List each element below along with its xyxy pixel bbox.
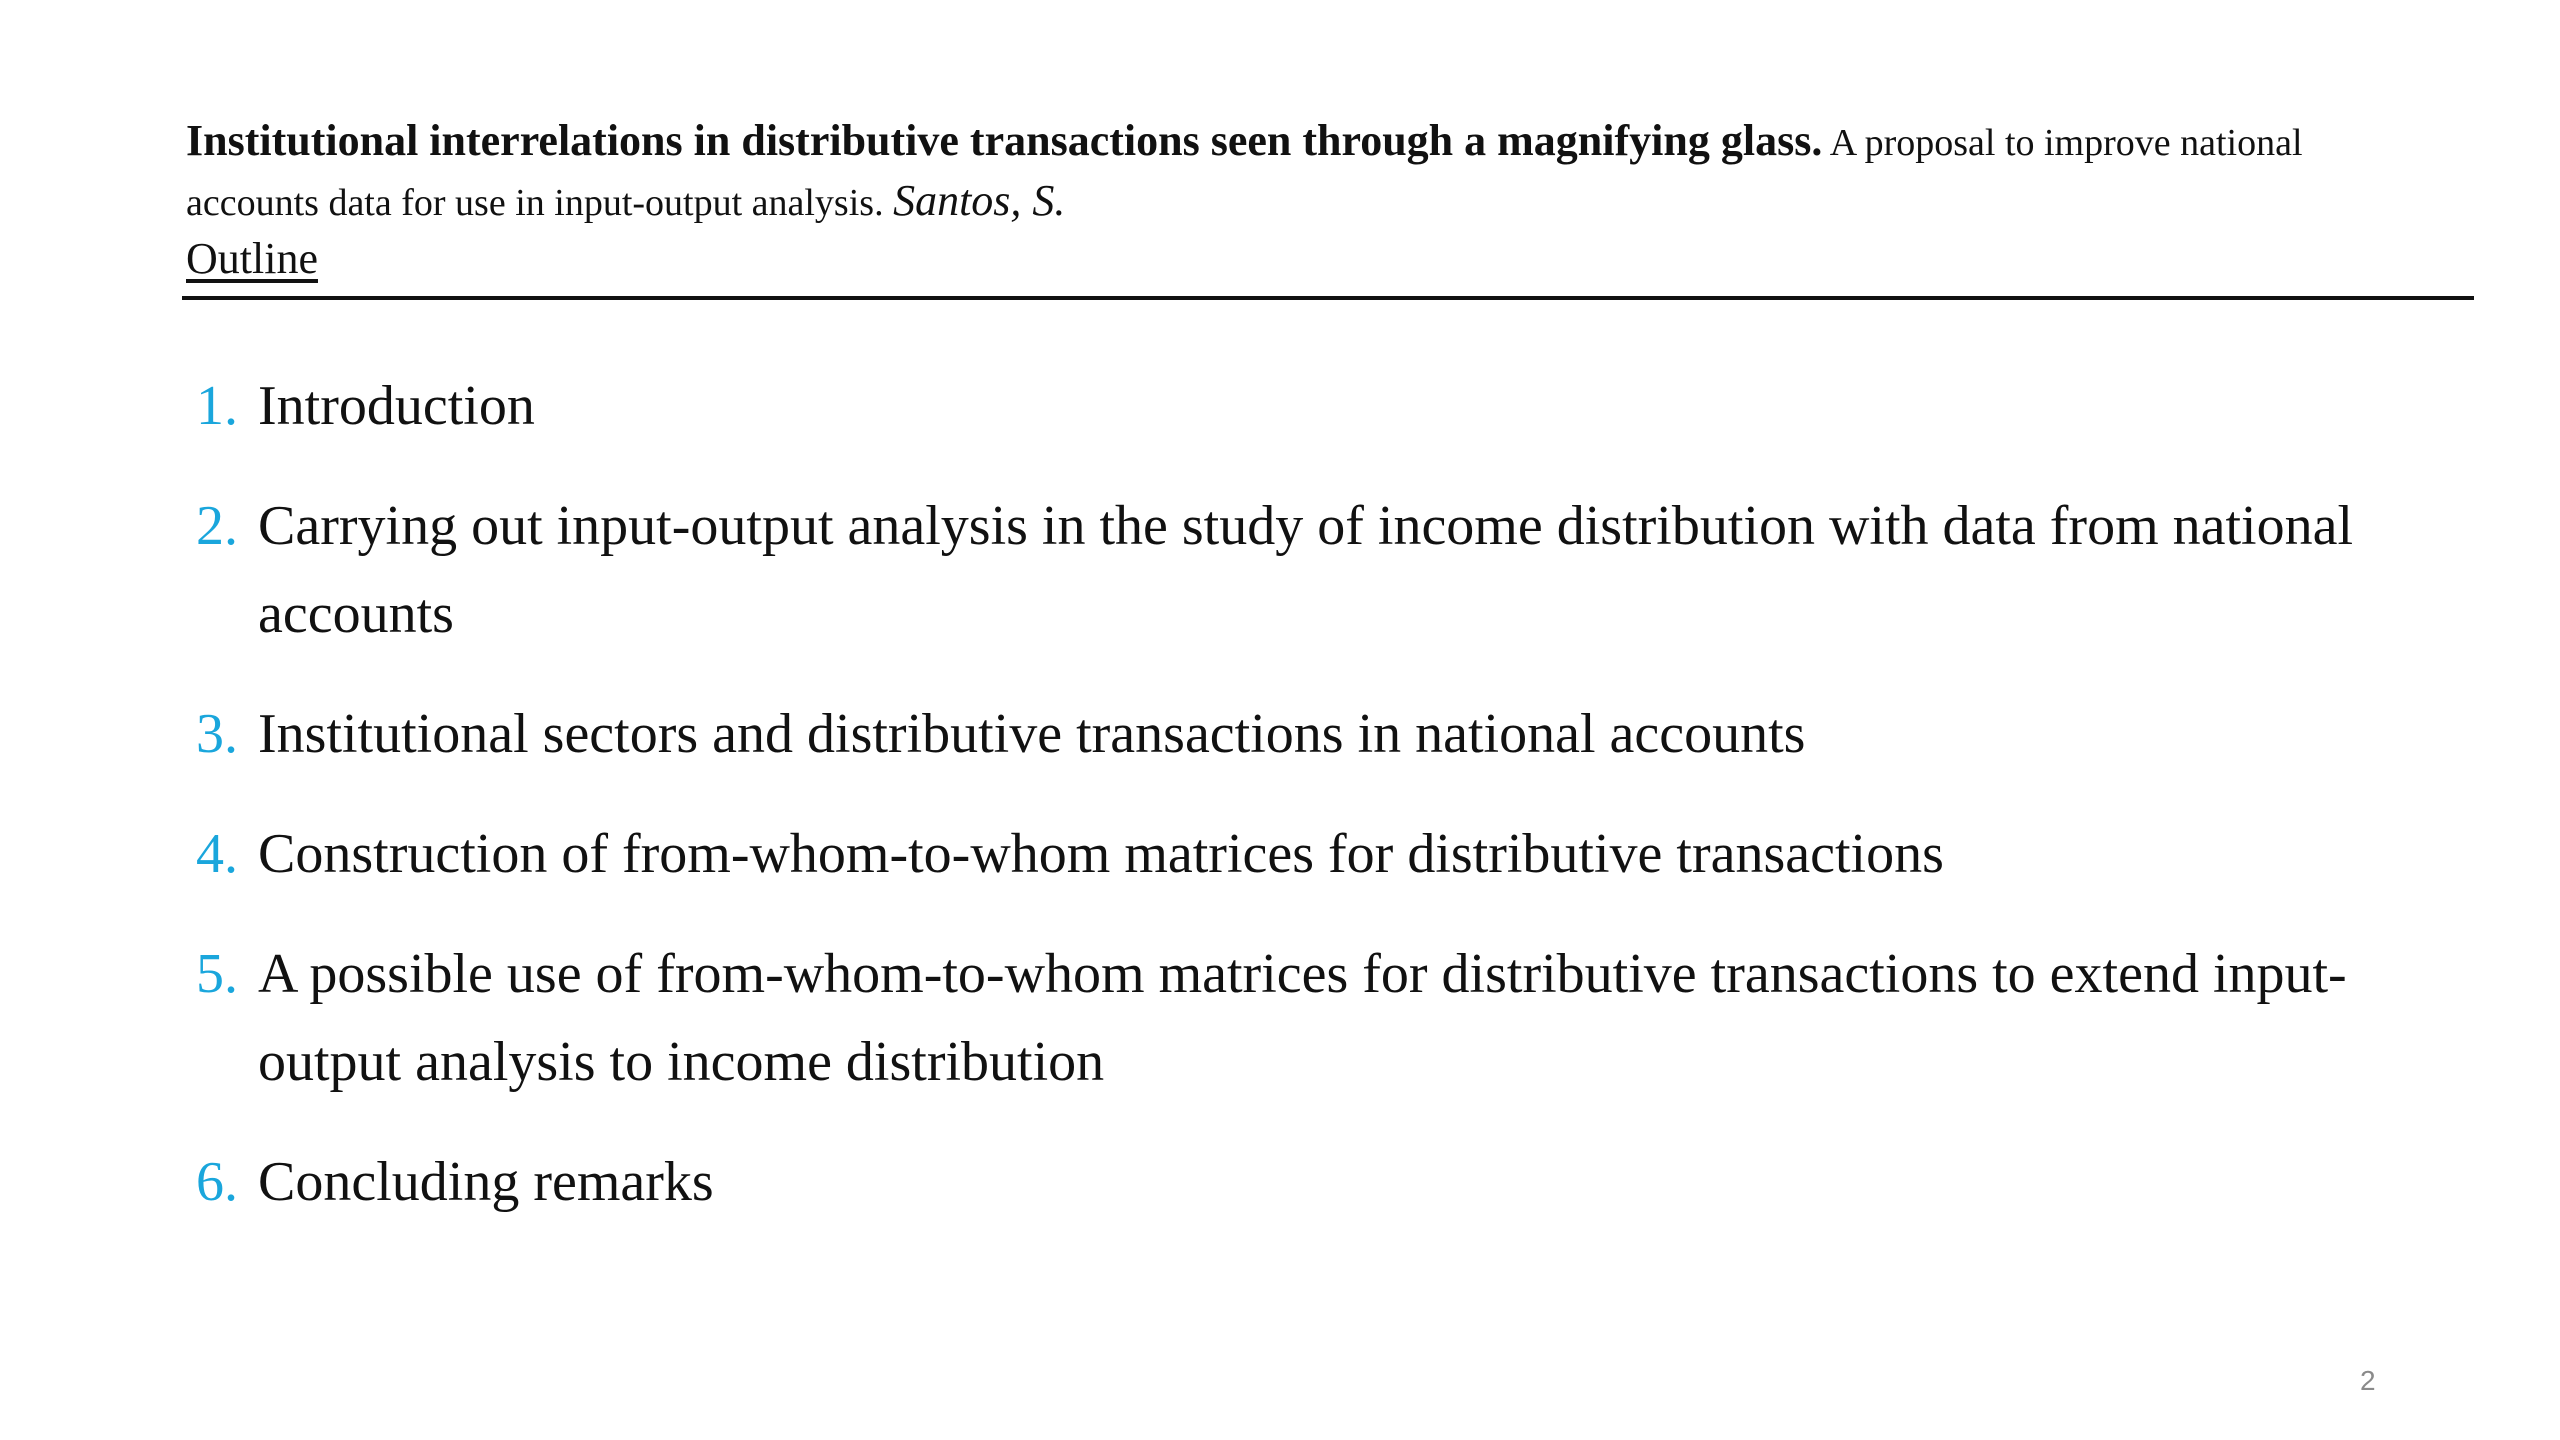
paper-title: Institutional interrelations in distributive transactions seen through a magnifying glass. (186, 116, 1823, 165)
outline-item-institutional-sectors (196, 690, 2396, 778)
outline-item-number: 5. (196, 943, 238, 1005)
outline-item-text: Concluding remarks (258, 1151, 714, 1213)
outline-item-number: 1. (196, 375, 238, 437)
outline-item-io-analysis (196, 482, 2396, 658)
outline-item-concluding-remarks (196, 1138, 2396, 1226)
section-title: Outline (186, 234, 318, 283)
author-name: Santos, S. (893, 176, 1066, 225)
outline-item-introduction (196, 362, 2396, 450)
slide-header (186, 112, 2436, 232)
outline-item-number: 2. (196, 495, 238, 557)
outline-item-text: A possible use of from-whom-to-whom matrices for distributive transactions to extend input-output analysis to income distribution (258, 943, 2347, 1093)
outline-item-possible-use (196, 930, 2396, 1106)
outline-list (196, 362, 2396, 1258)
page-number: 2 (2360, 1365, 2376, 1396)
outline-item-number: 3. (196, 703, 238, 765)
outline-item-text: Construction of from-whom-to-whom matrices for distributive transactions (258, 823, 1944, 885)
outline-item-text: Institutional sectors and distributive transactions in national accounts (258, 703, 1806, 765)
paper-subtitle: A proposal to improve national accounts data for use in input-output analysis. (186, 122, 2303, 224)
outline-item-text: Carrying out input-output analysis in the study of income distribution with data from national accounts (258, 495, 2354, 645)
header-divider (182, 296, 2474, 300)
outline-item-number: 4. (196, 823, 238, 885)
outline-item-number: 6. (196, 1151, 238, 1213)
outline-item-text: Introduction (258, 375, 535, 437)
outline-item-matrices-construction (196, 810, 2396, 898)
